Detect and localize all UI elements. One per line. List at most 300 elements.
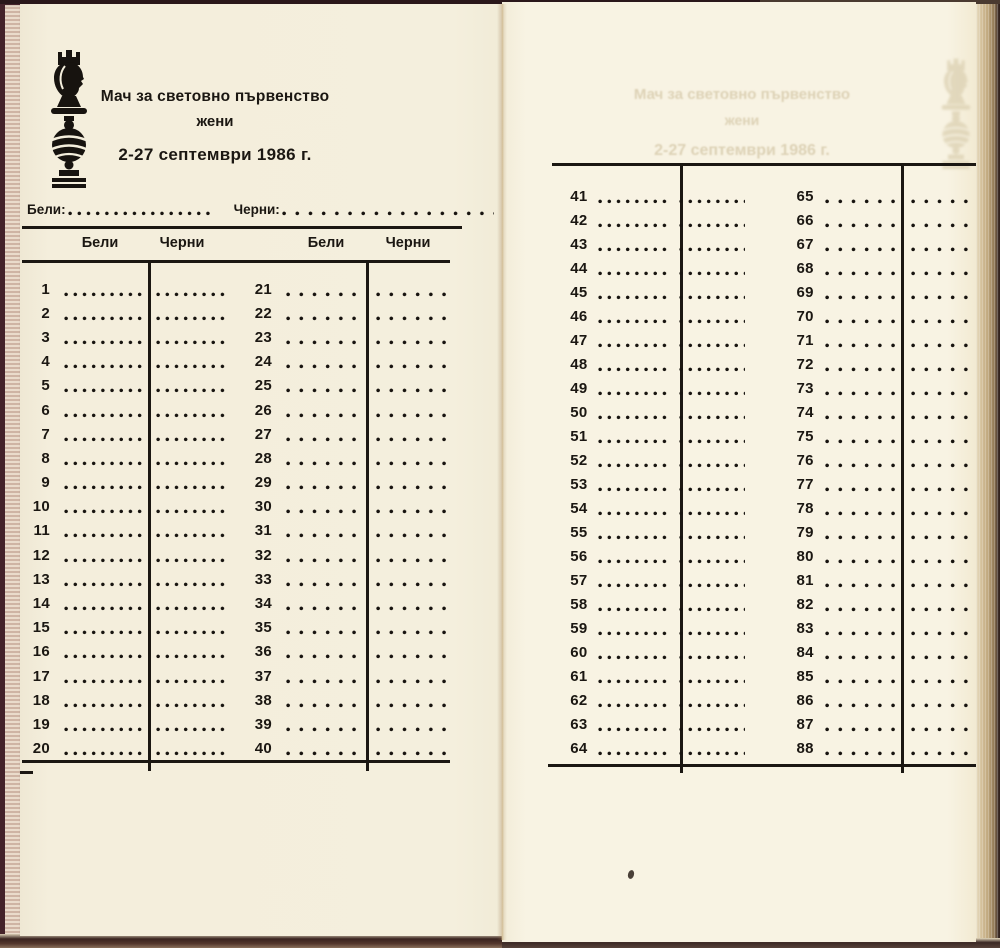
white-move-field — [598, 247, 668, 252]
move-number: 78 — [796, 499, 814, 517]
column-header-white-1: Бели — [81, 235, 119, 251]
move-number: 51 — [570, 427, 588, 445]
score-row — [502, 688, 976, 712]
move-number: 57 — [570, 571, 588, 589]
match-dates: 2-27 септември 1986 г. — [118, 145, 312, 164]
score-row — [20, 737, 502, 761]
move-number: 81 — [796, 571, 814, 589]
move-number: 25 — [254, 377, 272, 395]
white-move-field — [825, 199, 900, 204]
black-move-field — [679, 415, 745, 420]
score-row — [502, 376, 976, 400]
black-move-field — [376, 340, 448, 345]
white-move-field — [64, 533, 146, 538]
move-number: 71 — [796, 331, 814, 349]
white-move-field — [598, 367, 668, 372]
move-number: 85 — [796, 667, 814, 685]
black-move-field — [679, 295, 745, 300]
black-move-field — [679, 655, 745, 660]
white-move-field — [598, 439, 668, 444]
score-row — [502, 544, 976, 568]
black-move-field — [156, 703, 226, 708]
black-move-field — [376, 292, 448, 297]
white-move-field — [64, 316, 146, 321]
move-number: 61 — [570, 667, 588, 685]
move-number: 52 — [570, 451, 588, 469]
white-move-field — [64, 630, 146, 635]
black-move-field — [679, 223, 745, 228]
move-number: 10 — [32, 498, 50, 516]
white-move-field — [286, 437, 364, 442]
match-subtitle: жени — [196, 113, 234, 130]
white-move-field — [825, 679, 900, 684]
white-move-field — [286, 630, 364, 635]
white-move-field — [64, 727, 146, 732]
move-number: 19 — [32, 715, 50, 733]
move-number: 69 — [796, 283, 814, 301]
move-number: 32 — [254, 546, 272, 564]
black-move-field — [376, 533, 448, 538]
move-number: 42 — [570, 211, 588, 229]
move-number: 60 — [570, 643, 588, 661]
black-move-field — [911, 367, 976, 372]
white-move-field — [825, 511, 900, 516]
move-number: 84 — [796, 643, 814, 661]
black-move-field — [679, 487, 745, 492]
black-move-field — [911, 511, 976, 516]
table-top-rule — [552, 163, 976, 166]
white-move-field — [825, 319, 900, 324]
move-number: 1 — [41, 280, 50, 298]
move-number: 72 — [796, 355, 814, 373]
column-header-white-2: Бели — [307, 235, 345, 251]
move-number: 54 — [570, 499, 588, 517]
move-number: 30 — [254, 498, 272, 516]
white-move-field — [825, 391, 900, 396]
black-move-field — [376, 509, 448, 514]
black-move-field — [156, 340, 226, 345]
move-number: 7 — [41, 425, 50, 443]
score-row — [502, 424, 976, 448]
move-number: 36 — [254, 643, 272, 661]
white-move-field — [64, 558, 146, 563]
black-move-field — [376, 679, 448, 684]
black-move-field — [911, 535, 976, 540]
move-number: 23 — [254, 328, 272, 346]
black-move-field — [156, 582, 226, 587]
bleedthrough-title — [542, 86, 942, 160]
white-move-field — [825, 583, 900, 588]
white-player-label: Бели: — [27, 202, 66, 217]
move-number: 65 — [796, 187, 814, 205]
move-number: 4 — [41, 353, 50, 371]
ghost-match-dates: 2-27 септември 1986 г. — [654, 142, 830, 159]
white-move-field — [64, 485, 146, 490]
white-move-field — [825, 487, 900, 492]
black-move-field — [156, 485, 226, 490]
score-row — [502, 352, 976, 376]
move-number: 2 — [41, 304, 50, 322]
score-row — [20, 325, 502, 349]
score-row — [20, 640, 502, 664]
table-bottom-rule — [22, 760, 450, 763]
right-page — [502, 2, 976, 942]
black-move-field — [911, 607, 976, 612]
black-move-field — [679, 367, 745, 372]
black-move-field — [156, 751, 226, 756]
move-number: 87 — [796, 715, 814, 733]
white-move-field — [825, 631, 900, 636]
black-move-field — [911, 391, 976, 396]
score-row — [20, 543, 502, 567]
header-rule — [22, 226, 462, 229]
move-number: 28 — [254, 449, 272, 467]
move-number: 49 — [570, 379, 588, 397]
move-number: 44 — [570, 259, 588, 277]
black-move-field — [911, 439, 976, 444]
white-move-field — [598, 223, 668, 228]
move-number: 74 — [796, 403, 814, 421]
score-row — [20, 374, 502, 398]
scoresheet-table-right — [502, 184, 976, 760]
move-number: 64 — [570, 739, 588, 757]
score-row — [20, 616, 502, 640]
move-number: 37 — [254, 667, 272, 685]
black-move-field — [679, 391, 745, 396]
black-move-field — [156, 461, 226, 466]
score-row — [502, 592, 976, 616]
white-move-field — [825, 415, 900, 420]
white-move-field — [825, 559, 900, 564]
black-move-field — [679, 583, 745, 588]
score-row — [502, 520, 976, 544]
black-player-label: Черни: — [233, 202, 280, 217]
page-gutter — [497, 4, 507, 940]
score-row — [20, 350, 502, 374]
white-move-field — [64, 703, 146, 708]
black-move-field — [911, 271, 976, 276]
score-row — [20, 398, 502, 422]
black-move-field — [679, 751, 745, 756]
score-row — [502, 280, 976, 304]
move-number: 79 — [796, 523, 814, 541]
move-number: 12 — [32, 546, 50, 564]
move-number: 48 — [570, 355, 588, 373]
move-number: 27 — [254, 425, 272, 443]
white-move-field — [598, 703, 668, 708]
black-move-field — [376, 388, 448, 393]
table-bottom-rule — [548, 764, 976, 767]
move-number: 55 — [570, 523, 588, 541]
white-move-field — [286, 485, 364, 490]
white-move-field — [598, 415, 668, 420]
move-number: 24 — [254, 353, 272, 371]
black-move-field — [679, 511, 745, 516]
black-move-field — [376, 654, 448, 659]
black-move-field — [911, 415, 976, 420]
score-row — [502, 568, 976, 592]
move-number: 59 — [570, 619, 588, 637]
white-move-field — [598, 607, 668, 612]
score-row — [20, 567, 502, 591]
black-move-field — [156, 533, 226, 538]
white-move-field — [64, 461, 146, 466]
white-move-field — [64, 292, 146, 297]
black-move-field — [156, 727, 226, 732]
move-number: 62 — [570, 691, 588, 709]
title-block — [70, 88, 360, 165]
black-move-field — [156, 630, 226, 635]
move-number: 58 — [570, 595, 588, 613]
white-move-field — [286, 292, 364, 297]
black-move-field — [376, 461, 448, 466]
white-move-field — [598, 631, 668, 636]
move-number: 80 — [796, 547, 814, 565]
white-move-field — [598, 391, 668, 396]
score-row — [20, 301, 502, 325]
black-player-field — [282, 211, 494, 216]
score-row — [502, 400, 976, 424]
white-move-field — [598, 559, 668, 564]
white-move-field — [598, 487, 668, 492]
black-move-field — [156, 316, 226, 321]
black-move-field — [911, 295, 976, 300]
white-move-field — [825, 535, 900, 540]
move-number: 63 — [570, 715, 588, 733]
black-move-field — [679, 439, 745, 444]
white-move-field — [286, 509, 364, 514]
score-row — [502, 304, 976, 328]
white-player-field — [68, 211, 210, 216]
move-number: 73 — [796, 379, 814, 397]
white-move-field — [598, 199, 668, 204]
score-row — [20, 688, 502, 712]
black-move-field — [911, 463, 976, 468]
white-move-field — [825, 607, 900, 612]
move-number: 53 — [570, 475, 588, 493]
move-number: 33 — [254, 570, 272, 588]
black-move-field — [679, 679, 745, 684]
black-move-field — [679, 463, 745, 468]
white-move-field — [598, 463, 668, 468]
black-move-field — [911, 679, 976, 684]
black-move-field — [679, 343, 745, 348]
move-number: 46 — [570, 307, 588, 325]
score-row — [20, 277, 502, 301]
score-row — [20, 519, 502, 543]
black-move-field — [376, 727, 448, 732]
move-number: 76 — [796, 451, 814, 469]
registration-mark — [20, 771, 33, 774]
move-number: 40 — [254, 740, 272, 758]
white-move-field — [286, 751, 364, 756]
black-move-field — [679, 559, 745, 564]
score-row — [502, 664, 976, 688]
move-number: 41 — [570, 187, 588, 205]
black-move-field — [376, 582, 448, 587]
white-move-field — [64, 509, 146, 514]
white-move-field — [598, 583, 668, 588]
black-move-field — [911, 199, 976, 204]
white-move-field — [286, 558, 364, 563]
score-row — [20, 422, 502, 446]
score-row — [20, 591, 502, 615]
black-move-field — [911, 247, 976, 252]
black-move-field — [679, 247, 745, 252]
white-move-field — [286, 582, 364, 587]
score-row — [20, 495, 502, 519]
score-row — [502, 328, 976, 352]
white-move-field — [286, 316, 364, 321]
black-move-field — [911, 319, 976, 324]
black-move-field — [679, 607, 745, 612]
score-row — [502, 712, 976, 736]
black-move-field — [911, 655, 976, 660]
white-move-field — [598, 343, 668, 348]
white-move-field — [286, 413, 364, 418]
white-move-field — [825, 223, 900, 228]
move-number: 83 — [796, 619, 814, 637]
score-row — [502, 736, 976, 760]
move-number: 77 — [796, 475, 814, 493]
black-move-field — [156, 364, 226, 369]
left-page — [20, 4, 502, 936]
white-move-field — [825, 247, 900, 252]
black-move-field — [376, 437, 448, 442]
white-move-field — [598, 271, 668, 276]
white-move-field — [825, 703, 900, 708]
white-move-field — [64, 582, 146, 587]
move-number: 34 — [254, 595, 272, 613]
black-move-field — [376, 485, 448, 490]
move-number: 6 — [41, 401, 50, 419]
move-number: 86 — [796, 691, 814, 709]
white-move-field — [825, 463, 900, 468]
move-number: 13 — [32, 570, 50, 588]
black-move-field — [376, 413, 448, 418]
black-move-field — [376, 316, 448, 321]
white-move-field — [64, 606, 146, 611]
match-title: Мач за световно първенство — [100, 88, 330, 105]
score-row — [20, 664, 502, 688]
black-move-field — [156, 292, 226, 297]
move-number: 9 — [41, 474, 50, 492]
white-move-field — [286, 533, 364, 538]
black-move-field — [156, 509, 226, 514]
black-move-field — [911, 583, 976, 588]
black-move-field — [679, 631, 745, 636]
move-number: 22 — [254, 304, 272, 322]
black-move-field — [376, 606, 448, 611]
black-move-field — [679, 703, 745, 708]
black-move-field — [911, 751, 976, 756]
score-row — [502, 184, 976, 208]
move-number: 38 — [254, 691, 272, 709]
white-move-field — [286, 679, 364, 684]
black-move-field — [376, 751, 448, 756]
black-move-field — [911, 223, 976, 228]
black-move-field — [911, 631, 976, 636]
black-move-field — [911, 727, 976, 732]
white-move-field — [64, 364, 146, 369]
column-header-black-1: Черни — [159, 235, 205, 251]
white-move-field — [64, 751, 146, 756]
white-move-field — [598, 655, 668, 660]
white-move-field — [825, 727, 900, 732]
players-line — [27, 201, 494, 218]
black-move-field — [911, 343, 976, 348]
black-move-field — [679, 535, 745, 540]
white-move-field — [825, 295, 900, 300]
move-number: 82 — [796, 595, 814, 613]
table-top-rule — [22, 260, 450, 263]
move-number: 43 — [570, 235, 588, 253]
white-move-field — [286, 606, 364, 611]
black-move-field — [911, 487, 976, 492]
score-row — [502, 256, 976, 280]
move-number: 11 — [33, 522, 50, 540]
move-number: 50 — [570, 403, 588, 421]
black-move-field — [376, 558, 448, 563]
white-move-field — [286, 703, 364, 708]
black-move-field — [911, 703, 976, 708]
score-row — [502, 208, 976, 232]
black-move-field — [156, 606, 226, 611]
white-move-field — [286, 461, 364, 466]
move-number: 31 — [254, 522, 272, 540]
move-number: 88 — [796, 739, 814, 757]
move-number: 15 — [32, 619, 50, 637]
white-move-field — [286, 654, 364, 659]
move-number: 67 — [796, 235, 814, 253]
move-number: 39 — [254, 715, 272, 733]
move-number: 68 — [796, 259, 814, 277]
score-row — [502, 640, 976, 664]
move-number: 5 — [41, 377, 50, 395]
move-number: 14 — [32, 595, 50, 613]
score-row — [20, 446, 502, 470]
move-number: 17 — [32, 667, 50, 685]
move-number: 47 — [570, 331, 588, 349]
black-move-field — [156, 413, 226, 418]
score-row — [502, 448, 976, 472]
score-row — [502, 496, 976, 520]
black-move-field — [156, 388, 226, 393]
black-move-field — [156, 654, 226, 659]
scoresheet-table-left — [20, 277, 502, 761]
white-move-field — [825, 367, 900, 372]
move-number: 75 — [796, 427, 814, 445]
black-move-field — [911, 559, 976, 564]
ghost-match-title: Мач за световно първенство — [633, 86, 851, 103]
black-move-field — [376, 703, 448, 708]
white-move-field — [64, 679, 146, 684]
white-move-field — [286, 727, 364, 732]
paper-speck — [627, 869, 635, 879]
black-move-field — [679, 199, 745, 204]
black-move-field — [679, 319, 745, 324]
white-move-field — [598, 319, 668, 324]
white-move-field — [825, 439, 900, 444]
black-move-field — [376, 630, 448, 635]
move-number: 18 — [32, 691, 50, 709]
move-number: 29 — [254, 474, 272, 492]
white-move-field — [64, 388, 146, 393]
white-move-field — [286, 364, 364, 369]
score-row — [20, 712, 502, 736]
black-move-field — [679, 727, 745, 732]
move-number: 3 — [41, 328, 50, 346]
